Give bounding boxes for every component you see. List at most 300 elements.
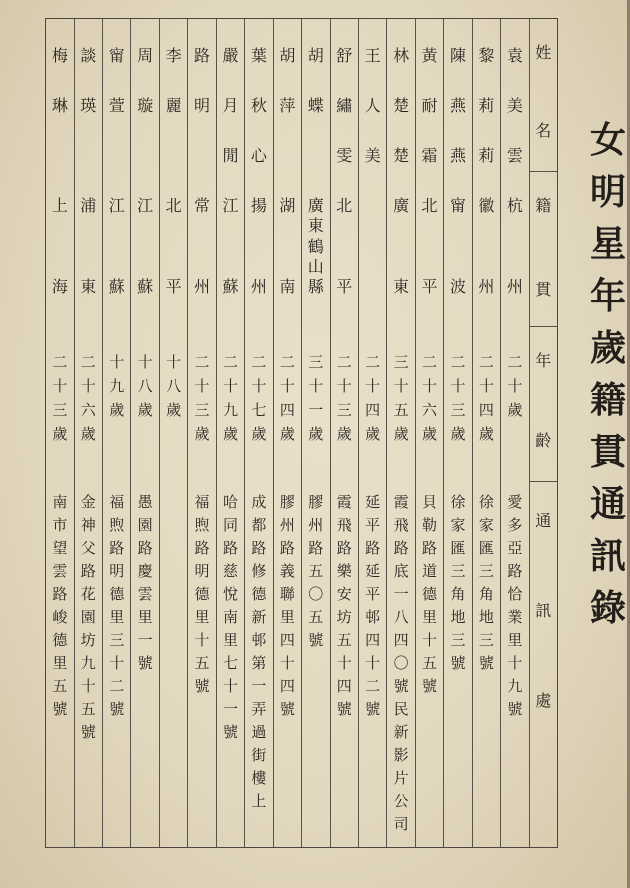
glyph: 路: [109, 539, 125, 557]
glyph: 甯: [449, 196, 466, 215]
glyph: 民: [393, 700, 409, 718]
glyph: 影: [393, 746, 409, 764]
glyph: 嚴: [222, 46, 239, 65]
glyph: 鶴: [307, 236, 324, 256]
glyph: 北: [165, 196, 182, 215]
age-cell: [473, 355, 500, 442]
glyph: 膠: [308, 493, 324, 511]
glyph: 里: [137, 608, 153, 626]
glyph: 里: [52, 654, 68, 672]
glyph: 峻: [52, 608, 68, 626]
glyph: 十: [422, 377, 438, 395]
glyph: 歲: [478, 425, 494, 443]
glyph: 名: [535, 121, 552, 140]
glyph: 德: [109, 585, 125, 603]
age-cell: [359, 355, 386, 442]
glyph: 南: [222, 608, 238, 626]
glyph: 北: [421, 196, 438, 215]
entry-column: [46, 19, 73, 847]
name-cell: [46, 48, 73, 114]
glyph: 底: [393, 562, 409, 580]
glyph: 十: [507, 377, 523, 395]
glyph: 州: [478, 277, 495, 296]
glyph: 十: [450, 377, 466, 395]
name-cell: [160, 48, 187, 114]
glyph: 飛: [336, 516, 352, 534]
glyph: 齡: [535, 431, 552, 450]
glyph: 膠: [279, 493, 295, 511]
glyph: 四: [365, 631, 381, 649]
glyph: 五: [194, 654, 210, 672]
origin-cell: [245, 198, 272, 295]
glyph: 路: [336, 539, 352, 557]
glyph: 六: [80, 401, 96, 419]
origin-cell: [387, 198, 414, 295]
entry-column: [330, 19, 358, 847]
glyph: 歲: [308, 425, 324, 443]
glyph: 平: [365, 585, 381, 603]
glyph: 園: [137, 516, 153, 534]
glyph: 舒: [336, 46, 353, 65]
glyph: 訊: [535, 601, 552, 620]
address-cell: [46, 495, 73, 717]
glyph: 匯: [450, 539, 466, 557]
glyph: 二: [109, 677, 125, 695]
address-cell: [245, 495, 272, 809]
origin-cell: [75, 198, 102, 295]
glyph: 恰: [507, 585, 523, 603]
glyph: 徽: [478, 196, 495, 215]
header-separator: [530, 481, 557, 482]
entry-column: [102, 19, 130, 847]
glyph: 州: [308, 516, 324, 534]
origin-cell: [359, 198, 386, 295]
address-cell: [473, 495, 500, 671]
address-cell: [501, 495, 528, 717]
glyph: 弄: [251, 700, 267, 718]
glyph: 十: [109, 654, 125, 672]
glyph: 蝶: [307, 96, 324, 115]
glyph: 湖: [279, 196, 296, 215]
glyph: 亞: [507, 539, 523, 557]
glyph: 月: [222, 96, 239, 115]
glyph: 歲: [251, 425, 267, 443]
glyph: 三: [478, 562, 494, 580]
glyph: 四: [365, 401, 381, 419]
entry-column: [74, 19, 102, 847]
name-cell: [387, 48, 414, 164]
origin-cell: [501, 198, 528, 295]
glyph: 家: [450, 516, 466, 534]
glyph: 年: [589, 275, 626, 317]
origin-cell: [188, 198, 215, 295]
glyph: 繡: [336, 96, 353, 115]
age-cell: [103, 355, 130, 418]
glyph: 八: [393, 608, 409, 626]
glyph: 三: [194, 401, 210, 419]
glyph: 七: [222, 654, 238, 672]
glyph: 十: [422, 631, 438, 649]
age-cell: [245, 355, 272, 442]
glyph: 家: [478, 516, 494, 534]
age-cell: [302, 355, 329, 442]
glyph: 里: [422, 608, 438, 626]
glyph: 煦: [194, 516, 210, 534]
name-cell: [274, 48, 301, 114]
glyph: 三: [336, 401, 352, 419]
glyph: 一: [137, 631, 153, 649]
glyph: 號: [450, 654, 466, 672]
glyph: 三: [308, 353, 324, 371]
glyph: 錄: [589, 587, 626, 629]
address-cell: [444, 495, 471, 671]
glyph: 貝: [422, 493, 438, 511]
origin-cell: [131, 198, 158, 295]
glyph: 勒: [422, 516, 438, 534]
glyph: 過: [251, 723, 267, 741]
glyph: 處: [535, 691, 552, 710]
header-origin: [530, 198, 557, 298]
glyph: 號: [336, 700, 352, 718]
glyph: 王: [364, 46, 381, 65]
glyph: 七: [251, 401, 267, 419]
glyph: 里: [194, 608, 210, 626]
glyph: 十: [109, 353, 125, 371]
glyph: 五: [80, 700, 96, 718]
glyph: 五: [308, 608, 324, 626]
address-cell: [131, 495, 158, 671]
glyph: 號: [507, 700, 523, 718]
glyph: 號: [478, 654, 494, 672]
age-cell: [444, 355, 471, 442]
glyph: 歲: [137, 401, 153, 419]
glyph: 金: [80, 493, 96, 511]
glyph: 常: [194, 196, 211, 215]
address-cell: [274, 495, 301, 717]
glyph: 歲: [422, 425, 438, 443]
glyph: 耐: [421, 96, 438, 115]
entry-column: [130, 19, 158, 847]
glyph: 袁: [506, 46, 523, 65]
glyph: 歲: [589, 327, 626, 369]
glyph: 平: [421, 277, 438, 296]
glyph: 貫: [535, 280, 552, 299]
glyph: 邨: [251, 631, 267, 649]
glyph: 三: [109, 631, 125, 649]
glyph: 五: [52, 677, 68, 695]
glyph: 歲: [222, 425, 238, 443]
glyph: 愚: [137, 493, 153, 511]
glyph: 莉: [478, 146, 495, 165]
glyph: 三: [52, 401, 68, 419]
glyph: 明: [109, 562, 125, 580]
glyph: 歲: [109, 401, 125, 419]
glyph: 州: [250, 277, 267, 296]
entry-column: [301, 19, 329, 847]
glyph: 里: [507, 631, 523, 649]
glyph: 號: [80, 723, 96, 741]
glyph: 角: [450, 585, 466, 603]
glyph: 福: [194, 493, 210, 511]
address-cell: [75, 495, 102, 740]
glyph: 號: [194, 677, 210, 695]
glyph: 璇: [137, 96, 154, 115]
origin-cell: [302, 198, 329, 295]
glyph: 雲: [137, 585, 153, 603]
glyph: 陳: [449, 46, 466, 65]
age-cell: [46, 355, 73, 442]
glyph: 福: [109, 493, 125, 511]
glyph: 路: [422, 539, 438, 557]
glyph: 五: [393, 401, 409, 419]
glyph: 二: [251, 353, 267, 371]
glyph: 歲: [507, 401, 523, 419]
glyph: 歲: [52, 425, 68, 443]
glyph: 十: [80, 377, 96, 395]
page-title: [588, 119, 628, 629]
entry-column: [472, 19, 500, 847]
glyph: 父: [80, 539, 96, 557]
header-address: [530, 513, 557, 709]
glyph: 談: [80, 46, 97, 65]
name-cell: [188, 48, 215, 114]
glyph: 園: [80, 608, 96, 626]
glyph: 州: [279, 516, 295, 534]
glyph: 二: [478, 353, 494, 371]
glyph: 花: [80, 585, 96, 603]
glyph: 四: [279, 401, 295, 419]
glyph: 路: [222, 539, 238, 557]
glyph: 多: [507, 516, 523, 534]
entry-column: [244, 19, 272, 847]
glyph: 蘇: [222, 277, 239, 296]
glyph: 林: [393, 46, 410, 65]
entry-column: [358, 19, 386, 847]
address-cell: [217, 495, 244, 740]
age-cell: [75, 355, 102, 442]
glyph: 霜: [421, 146, 438, 165]
glyph: 歲: [194, 425, 210, 443]
glyph: 麗: [165, 96, 182, 115]
glyph: 通: [535, 511, 552, 530]
name-cell: [444, 48, 471, 164]
glyph: 路: [52, 585, 68, 603]
glyph: 五: [336, 631, 352, 649]
address-cell: [103, 495, 130, 717]
glyph: 歲: [365, 425, 381, 443]
glyph: 二: [279, 353, 295, 371]
glyph: 徐: [478, 493, 494, 511]
glyph: 平: [365, 516, 381, 534]
glyph: 州: [194, 277, 211, 296]
glyph: 二: [365, 353, 381, 371]
glyph: 路: [393, 539, 409, 557]
glyph: 歲: [166, 401, 182, 419]
glyph: 楚: [393, 96, 410, 115]
glyph: 聯: [279, 585, 295, 603]
glyph: 雲: [506, 146, 523, 165]
name-cell: [416, 48, 443, 164]
glyph: 十: [52, 377, 68, 395]
glyph: 通: [589, 483, 626, 525]
glyph: 十: [279, 377, 295, 395]
entry-column: [273, 19, 301, 847]
origin-cell: [46, 198, 73, 295]
glyph: 州: [506, 277, 523, 296]
glyph: 楚: [393, 146, 410, 165]
glyph: 哈: [222, 493, 238, 511]
glyph: 貫: [589, 431, 626, 473]
origin-cell: [217, 198, 244, 295]
glyph: 里: [109, 608, 125, 626]
entry-column: [443, 19, 471, 847]
age-cell: [274, 355, 301, 442]
age-cell: [387, 355, 414, 442]
name-cell: [131, 48, 158, 114]
glyph: 公: [393, 792, 409, 810]
glyph: 樂: [336, 562, 352, 580]
age-cell: [501, 355, 528, 418]
glyph: 號: [308, 631, 324, 649]
glyph: 姓: [535, 43, 552, 62]
glyph: 一: [222, 700, 238, 718]
age-cell: [331, 355, 358, 442]
glyph: 一: [251, 677, 267, 695]
glyph: 四: [336, 677, 352, 695]
glyph: 望: [52, 539, 68, 557]
glyph: 燕: [449, 146, 466, 165]
glyph: 安: [336, 585, 352, 603]
entry-column: [500, 19, 528, 847]
glyph: 東: [307, 216, 324, 236]
glyph: 飛: [393, 516, 409, 534]
entry-column: [216, 19, 244, 847]
glyph: 九: [109, 377, 125, 395]
glyph: 杭: [506, 196, 523, 215]
glyph: 江: [108, 196, 125, 215]
glyph: 十: [478, 377, 494, 395]
glyph: 二: [80, 353, 96, 371]
glyph: 十: [336, 377, 352, 395]
glyph: 東: [80, 277, 97, 296]
address-cell: [188, 495, 215, 694]
glyph: 十: [166, 353, 182, 371]
glyph: 德: [194, 585, 210, 603]
glyph: 北: [336, 196, 353, 215]
name-cell: [245, 48, 272, 164]
glyph: 街: [251, 746, 267, 764]
glyph: 義: [279, 562, 295, 580]
glyph: 揚: [250, 196, 267, 215]
glyph: 甯: [108, 46, 125, 65]
glyph: 修: [251, 562, 267, 580]
glyph: 悅: [222, 585, 238, 603]
glyph: 號: [52, 700, 68, 718]
glyph: 都: [251, 516, 267, 534]
glyph: 波: [449, 277, 466, 296]
glyph: 慶: [137, 562, 153, 580]
glyph: 南: [279, 277, 296, 296]
glyph: 路: [194, 46, 211, 65]
entry-column: [159, 19, 187, 847]
glyph: 愛: [507, 493, 523, 511]
age-cell: [188, 355, 215, 442]
name-cell: [103, 48, 130, 114]
glyph: 歲: [336, 425, 352, 443]
glyph: 四: [279, 677, 295, 695]
glyph: 五: [422, 654, 438, 672]
glyph: 胡: [279, 46, 296, 65]
glyph: 六: [422, 401, 438, 419]
glyph: 籍: [589, 379, 626, 421]
glyph: 號: [109, 700, 125, 718]
entry-column: [415, 19, 443, 847]
glyph: 十: [507, 654, 523, 672]
glyph: 〇: [308, 585, 324, 603]
glyph: 二: [52, 353, 68, 371]
glyph: 明: [589, 171, 626, 213]
glyph: 新: [393, 723, 409, 741]
glyph: 十: [365, 377, 381, 395]
origin-cell: [103, 198, 130, 295]
glyph: 徐: [450, 493, 466, 511]
glyph: 江: [222, 196, 239, 215]
origin-cell: [444, 198, 471, 295]
glyph: 二: [450, 353, 466, 371]
glyph: 十: [251, 377, 267, 395]
glyph: 地: [478, 608, 494, 626]
glyph: 上: [251, 792, 267, 810]
glyph: 三: [478, 631, 494, 649]
glyph: 秋: [250, 96, 267, 115]
glyph: 一: [393, 585, 409, 603]
name-cell: [331, 48, 358, 164]
glyph: 二: [365, 677, 381, 695]
glyph: 平: [165, 277, 182, 296]
glyph: 李: [165, 46, 182, 65]
glyph: 路: [279, 539, 295, 557]
glyph: 八: [166, 377, 182, 395]
glyph: 路: [194, 539, 210, 557]
glyph: 四: [279, 631, 295, 649]
glyph: 琳: [51, 96, 68, 115]
glyph: 市: [52, 516, 68, 534]
glyph: 延: [365, 493, 381, 511]
glyph: 新: [251, 608, 267, 626]
origin-cell: [416, 198, 443, 295]
glyph: 路: [308, 539, 324, 557]
glyph: 十: [336, 654, 352, 672]
glyph: 十: [308, 377, 324, 395]
age-cell: [160, 355, 187, 418]
glyph: 人: [364, 96, 381, 115]
glyph: 雯: [336, 146, 353, 165]
glyph: 心: [250, 146, 267, 165]
header-age: [530, 353, 557, 449]
origin-cell: [160, 198, 187, 295]
glyph: 路: [80, 562, 96, 580]
glyph: 〇: [393, 654, 409, 672]
glyph: 德: [52, 631, 68, 649]
glyph: 號: [279, 700, 295, 718]
glyph: 地: [450, 608, 466, 626]
glyph: 號: [422, 677, 438, 695]
glyph: 里: [279, 608, 295, 626]
glyph: 明: [194, 562, 210, 580]
glyph: 歲: [393, 425, 409, 443]
glyph: 浦: [80, 196, 97, 215]
glyph: 萱: [108, 96, 125, 115]
